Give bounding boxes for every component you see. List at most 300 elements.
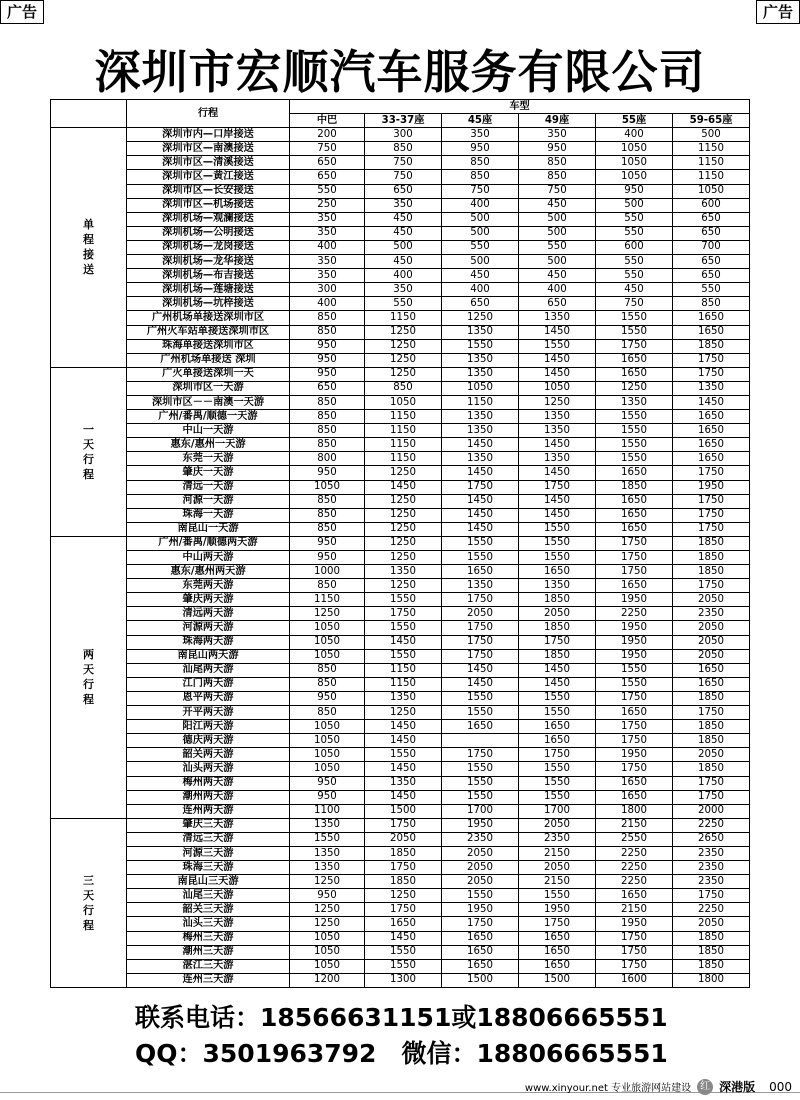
route-cell: 深圳市区一天游 xyxy=(127,381,290,395)
price-cell: 200 xyxy=(290,128,365,142)
price-cell: 2050 xyxy=(673,635,750,649)
price-cell: 1650 xyxy=(673,452,750,466)
price-cell: 1650 xyxy=(596,889,673,903)
price-cell: 1550 xyxy=(519,551,596,565)
price-cell: 1650 xyxy=(596,522,673,536)
price-cell: 600 xyxy=(673,198,750,212)
price-cell: 1250 xyxy=(365,353,442,367)
table-row xyxy=(51,240,750,254)
price-cell: 1450 xyxy=(673,395,750,409)
route-cell: 阳江两天游 xyxy=(127,720,290,734)
price-cell: 2250 xyxy=(673,818,750,832)
price-cell: 1750 xyxy=(596,945,673,959)
price-cell: 1650 xyxy=(442,959,519,973)
table-row xyxy=(51,198,750,212)
price-cell: 1750 xyxy=(596,734,673,748)
price-cell: 750 xyxy=(442,184,519,198)
route-cell: 汕头三天游 xyxy=(127,917,290,931)
price-cell: 550 xyxy=(673,283,750,297)
price-cell: 650 xyxy=(673,226,750,240)
price-cell: 1450 xyxy=(519,494,596,508)
table-row xyxy=(51,804,750,818)
price-cell: 2350 xyxy=(673,607,750,621)
table-row xyxy=(51,480,750,494)
price-cell: 2250 xyxy=(596,861,673,875)
price-cell: 1750 xyxy=(596,931,673,945)
route-cell: 清远三天游 xyxy=(127,832,290,846)
route-cell: 深圳机场—莲塘接送 xyxy=(127,283,290,297)
price-cell: 1100 xyxy=(290,804,365,818)
price-cell: 600 xyxy=(596,240,673,254)
price-cell: 1750 xyxy=(673,508,750,522)
table-row xyxy=(51,593,750,607)
price-cell: 1750 xyxy=(596,339,673,353)
price-cell: 2550 xyxy=(596,832,673,846)
price-cell: 1850 xyxy=(673,931,750,945)
table-row xyxy=(51,565,750,579)
route-cell: 广州火车站单接送深圳市区 xyxy=(127,325,290,339)
price-cell: 950 xyxy=(290,353,365,367)
price-cell: 1650 xyxy=(442,931,519,945)
table-row xyxy=(51,283,750,297)
price-cell: 1050 xyxy=(290,635,365,649)
column-header: 55座 xyxy=(596,114,673,128)
price-cell: 550 xyxy=(596,269,673,283)
price-cell: 350 xyxy=(365,198,442,212)
price-cell: 1150 xyxy=(290,593,365,607)
column-header: 59-65座 xyxy=(673,114,750,128)
price-cell: 1550 xyxy=(442,706,519,720)
price-cell: 1650 xyxy=(365,917,442,931)
price-cell: 850 xyxy=(290,424,365,438)
price-cell: 1350 xyxy=(290,818,365,832)
price-cell: 1450 xyxy=(519,438,596,452)
ad-badge-right: 广告 xyxy=(756,0,800,24)
table-row xyxy=(51,269,750,283)
table-row xyxy=(51,156,750,170)
route-cell: 肇庆两天游 xyxy=(127,593,290,607)
price-cell: 1750 xyxy=(673,706,750,720)
price-cell: 950 xyxy=(290,466,365,480)
price-cell: 400 xyxy=(442,198,519,212)
route-cell: 河源三天游 xyxy=(127,846,290,860)
price-cell: 1450 xyxy=(442,663,519,677)
price-cell: 800 xyxy=(290,452,365,466)
price-cell: 1650 xyxy=(673,438,750,452)
price-cell: 700 xyxy=(673,240,750,254)
table-row xyxy=(51,748,750,762)
price-cell: 1550 xyxy=(596,663,673,677)
price-cell: 1050 xyxy=(596,170,673,184)
vehicle-type-header: 车型 xyxy=(290,100,750,114)
table-row xyxy=(51,691,750,705)
price-cell: 1350 xyxy=(519,424,596,438)
table-row xyxy=(51,607,750,621)
price-cell: 1250 xyxy=(365,367,442,381)
price-cell: 1350 xyxy=(442,579,519,593)
price-cell: 1050 xyxy=(290,621,365,635)
price-cell: 1550 xyxy=(519,522,596,536)
route-cell: 开平两天游 xyxy=(127,706,290,720)
price-cell: 2050 xyxy=(673,649,750,663)
price-cell: 400 xyxy=(365,269,442,283)
route-cell: 南昆山三天游 xyxy=(127,875,290,889)
price-cell: 1250 xyxy=(442,311,519,325)
price-cell: 1850 xyxy=(519,649,596,663)
route-cell: 深圳市区—长安接送 xyxy=(127,184,290,198)
price-cell: 1750 xyxy=(596,565,673,579)
table-row xyxy=(51,508,750,522)
price-cell: 1450 xyxy=(365,790,442,804)
price-cell: 1550 xyxy=(596,311,673,325)
price-cell: 350 xyxy=(290,255,365,269)
price-table-body xyxy=(51,128,750,988)
price-cell: 400 xyxy=(596,128,673,142)
price-cell: 1650 xyxy=(442,720,519,734)
route-cell: 韶关两天游 xyxy=(127,748,290,762)
price-cell: 1950 xyxy=(596,748,673,762)
table-row xyxy=(51,353,750,367)
price-cell: 1750 xyxy=(673,776,750,790)
price-cell: 1050 xyxy=(673,184,750,198)
table-row xyxy=(51,339,750,353)
price-cell: 2150 xyxy=(596,903,673,917)
price-cell: 500 xyxy=(519,212,596,226)
price-cell: 650 xyxy=(290,170,365,184)
price-table xyxy=(50,99,750,988)
price-cell: 2350 xyxy=(673,875,750,889)
price-cell: 1850 xyxy=(365,846,442,860)
group-label: 两 天 行 程 xyxy=(51,536,127,818)
price-cell: 1750 xyxy=(442,917,519,931)
price-cell: 1650 xyxy=(596,353,673,367)
price-cell: 1950 xyxy=(596,635,673,649)
price-cell: 350 xyxy=(290,226,365,240)
price-cell: 1500 xyxy=(519,973,596,987)
route-cell: 深圳市区—黄江接送 xyxy=(127,170,290,184)
price-cell: 1800 xyxy=(596,804,673,818)
table-row xyxy=(51,170,750,184)
price-cell: 1650 xyxy=(673,424,750,438)
price-cell: 1150 xyxy=(365,663,442,677)
price-cell: 2050 xyxy=(442,607,519,621)
price-cell: 1350 xyxy=(290,861,365,875)
price-cell: 450 xyxy=(519,198,596,212)
price-cell: 1750 xyxy=(673,522,750,536)
price-cell: 2150 xyxy=(519,875,596,889)
table-row xyxy=(51,973,750,987)
price-cell: 1150 xyxy=(365,452,442,466)
table-row xyxy=(51,734,750,748)
price-cell: 1150 xyxy=(365,410,442,424)
price-cell: 850 xyxy=(365,381,442,395)
price-cell: 500 xyxy=(442,255,519,269)
price-cell: 1150 xyxy=(673,170,750,184)
price-cell: 2050 xyxy=(365,832,442,846)
price-cell: 1350 xyxy=(673,381,750,395)
price-cell: 1550 xyxy=(290,832,365,846)
route-cell: 江门两天游 xyxy=(127,677,290,691)
price-cell: 2350 xyxy=(519,832,596,846)
price-cell: 1250 xyxy=(365,706,442,720)
table-row xyxy=(51,494,750,508)
price-cell: 1850 xyxy=(673,691,750,705)
price-cell: 1650 xyxy=(519,945,596,959)
price-cell: 1650 xyxy=(596,790,673,804)
table-row xyxy=(51,917,750,931)
table-row xyxy=(51,184,750,198)
price-cell: 1350 xyxy=(442,353,519,367)
route-cell: 韶关三天游 xyxy=(127,903,290,917)
price-cell: 1450 xyxy=(519,325,596,339)
price-cell: 650 xyxy=(290,156,365,170)
price-cell: 1850 xyxy=(519,593,596,607)
price-cell: 1350 xyxy=(365,691,442,705)
price-cell: 1950 xyxy=(442,903,519,917)
price-cell: 1550 xyxy=(365,649,442,663)
table-row xyxy=(51,226,750,240)
price-cell: 1850 xyxy=(673,551,750,565)
price-cell: 550 xyxy=(290,184,365,198)
table-row xyxy=(51,311,750,325)
price-cell: 350 xyxy=(290,212,365,226)
price-cell: 1550 xyxy=(596,452,673,466)
price-cell: 1650 xyxy=(519,931,596,945)
table-row xyxy=(51,720,750,734)
price-cell: 1450 xyxy=(442,466,519,480)
route-header: 行程 xyxy=(127,100,290,128)
price-cell: 1550 xyxy=(519,706,596,720)
price-cell: 1050 xyxy=(442,381,519,395)
page-number: 000 xyxy=(769,1079,792,1094)
price-cell: 1250 xyxy=(365,551,442,565)
price-cell: 1050 xyxy=(290,931,365,945)
price-cell: 2250 xyxy=(596,607,673,621)
route-cell: 深圳市区—清溪接送 xyxy=(127,156,290,170)
route-cell: 汕尾两天游 xyxy=(127,663,290,677)
table-row xyxy=(51,522,750,536)
route-cell: 深圳机场—龙华接送 xyxy=(127,255,290,269)
price-cell: 1950 xyxy=(596,593,673,607)
route-cell: 广州/番禺/顺德两天游 xyxy=(127,536,290,550)
price-cell: 400 xyxy=(519,283,596,297)
price-cell: 850 xyxy=(290,522,365,536)
price-cell: 1650 xyxy=(673,325,750,339)
price-cell: 1250 xyxy=(519,395,596,409)
price-cell: 1150 xyxy=(673,142,750,156)
table-row xyxy=(51,762,750,776)
price-cell: 1850 xyxy=(673,959,750,973)
price-cell: 1550 xyxy=(442,790,519,804)
price-cell: 1450 xyxy=(442,494,519,508)
price-cell: 1550 xyxy=(442,339,519,353)
price-cell: 1950 xyxy=(596,917,673,931)
footer xyxy=(525,1078,792,1095)
route-cell: 东莞一天游 xyxy=(127,452,290,466)
route-cell: 深圳市区－－南澳一天游 xyxy=(127,395,290,409)
price-cell: 1050 xyxy=(365,395,442,409)
price-cell: 1250 xyxy=(365,494,442,508)
table-row xyxy=(51,212,750,226)
price-cell: 450 xyxy=(365,212,442,226)
price-cell: 1550 xyxy=(365,621,442,635)
table-row xyxy=(51,846,750,860)
route-cell: 潮州三天游 xyxy=(127,945,290,959)
table-row xyxy=(51,424,750,438)
price-cell: 1750 xyxy=(596,720,673,734)
price-cell: 1750 xyxy=(365,607,442,621)
price-cell: 1050 xyxy=(596,142,673,156)
price-cell: 650 xyxy=(519,297,596,311)
price-cell: 1050 xyxy=(290,959,365,973)
price-cell: 2050 xyxy=(519,818,596,832)
price-cell: 1250 xyxy=(365,325,442,339)
price-cell: 1850 xyxy=(596,480,673,494)
price-cell: 950 xyxy=(290,691,365,705)
price-cell: 1800 xyxy=(673,973,750,987)
route-cell: 清远两天游 xyxy=(127,607,290,621)
column-header: 中巴 xyxy=(290,114,365,128)
price-cell: 1350 xyxy=(519,579,596,593)
price-cell: 500 xyxy=(365,240,442,254)
route-cell: 广州/番禺/顺德一天游 xyxy=(127,410,290,424)
price-cell: 1850 xyxy=(673,762,750,776)
price-cell: 1300 xyxy=(365,973,442,987)
route-cell: 德庆两天游 xyxy=(127,734,290,748)
contact-phone: 联系电话：18566631151或18806665551 xyxy=(135,1003,668,1032)
route-cell: 深圳机场—坑梓接送 xyxy=(127,297,290,311)
price-cell: 1750 xyxy=(442,748,519,762)
table-row xyxy=(51,438,750,452)
price-cell: 950 xyxy=(290,339,365,353)
price-cell: 1650 xyxy=(596,706,673,720)
price-cell: 850 xyxy=(290,663,365,677)
price-cell: 1750 xyxy=(442,593,519,607)
table-row xyxy=(51,551,750,565)
price-cell: 1750 xyxy=(442,621,519,635)
route-cell: 清远一天游 xyxy=(127,480,290,494)
price-cell: 1650 xyxy=(596,367,673,381)
price-cell: 550 xyxy=(596,212,673,226)
price-cell: 1750 xyxy=(365,818,442,832)
price-cell: 2000 xyxy=(673,804,750,818)
price-cell: 1550 xyxy=(365,959,442,973)
price-cell: 850 xyxy=(673,297,750,311)
price-cell: 1550 xyxy=(519,776,596,790)
price-cell: 1150 xyxy=(365,311,442,325)
price-cell: 1250 xyxy=(365,889,442,903)
price-cell: 2050 xyxy=(673,748,750,762)
price-cell: 1850 xyxy=(673,536,750,550)
price-cell: 1650 xyxy=(673,663,750,677)
price-cell: 1750 xyxy=(365,903,442,917)
price-cell: 1450 xyxy=(365,931,442,945)
price-cell: 1650 xyxy=(596,579,673,593)
price-cell: 2250 xyxy=(673,903,750,917)
price-cell: 1750 xyxy=(596,691,673,705)
price-cell: 450 xyxy=(519,269,596,283)
table-row xyxy=(51,706,750,720)
price-cell: 1650 xyxy=(673,677,750,691)
price-cell: 850 xyxy=(290,395,365,409)
route-cell: 河源两天游 xyxy=(127,621,290,635)
price-cell: 550 xyxy=(442,240,519,254)
route-cell: 深圳机场—龙岗接送 xyxy=(127,240,290,254)
price-cell: 1850 xyxy=(673,565,750,579)
price-cell: 950 xyxy=(290,776,365,790)
price-cell: 850 xyxy=(290,438,365,452)
price-cell: 750 xyxy=(365,156,442,170)
price-cell: 350 xyxy=(365,283,442,297)
price-cell: 1250 xyxy=(365,508,442,522)
price-cell: 1750 xyxy=(596,959,673,973)
price-cell: 850 xyxy=(442,156,519,170)
price-cell: 950 xyxy=(290,536,365,550)
price-cell: 1050 xyxy=(290,762,365,776)
route-cell: 珠海三天游 xyxy=(127,861,290,875)
price-cell: 2050 xyxy=(519,861,596,875)
price-cell: 1550 xyxy=(365,593,442,607)
route-cell: 梅州两天游 xyxy=(127,776,290,790)
price-cell: 650 xyxy=(673,255,750,269)
price-cell: 1850 xyxy=(673,339,750,353)
table-row xyxy=(51,635,750,649)
price-cell: 2050 xyxy=(519,607,596,621)
price-cell: 1650 xyxy=(519,720,596,734)
price-cell: 1850 xyxy=(673,734,750,748)
price-cell: 1450 xyxy=(442,438,519,452)
route-cell: 南昆山一天游 xyxy=(127,522,290,536)
route-cell: 连州两天游 xyxy=(127,804,290,818)
price-cell: 1250 xyxy=(365,579,442,593)
price-cell: 1250 xyxy=(290,875,365,889)
price-cell: 1950 xyxy=(596,649,673,663)
price-cell: 1750 xyxy=(673,579,750,593)
table-row xyxy=(51,776,750,790)
price-cell: 850 xyxy=(290,311,365,325)
seal-icon: 红 xyxy=(697,1079,713,1095)
price-cell: 500 xyxy=(519,255,596,269)
price-cell: 1850 xyxy=(673,720,750,734)
route-cell: 广火单接送深圳一天 xyxy=(127,367,290,381)
table-row xyxy=(51,677,750,691)
table-row xyxy=(51,255,750,269)
route-cell: 广州机场单接送 深圳 xyxy=(127,353,290,367)
table-row xyxy=(51,649,750,663)
route-cell: 连州三天游 xyxy=(127,973,290,987)
price-cell: 1750 xyxy=(442,480,519,494)
route-cell: 汕尾三天游 xyxy=(127,889,290,903)
price-cell: 950 xyxy=(442,142,519,156)
price-cell: 450 xyxy=(365,255,442,269)
price-cell: 1250 xyxy=(365,339,442,353)
table-row xyxy=(51,381,750,395)
price-cell: 1750 xyxy=(673,494,750,508)
price-cell: 550 xyxy=(596,255,673,269)
price-cell: 1050 xyxy=(290,734,365,748)
column-header: 45座 xyxy=(442,114,519,128)
price-cell: 1650 xyxy=(519,959,596,973)
price-cell: 1050 xyxy=(290,720,365,734)
price-cell: 850 xyxy=(519,156,596,170)
price-cell: 850 xyxy=(290,579,365,593)
price-cell: 1350 xyxy=(596,395,673,409)
price-cell: 1250 xyxy=(596,381,673,395)
table-row xyxy=(51,128,750,142)
price-cell: 1750 xyxy=(673,353,750,367)
price-cell: 1350 xyxy=(442,410,519,424)
price-cell: 1700 xyxy=(442,804,519,818)
